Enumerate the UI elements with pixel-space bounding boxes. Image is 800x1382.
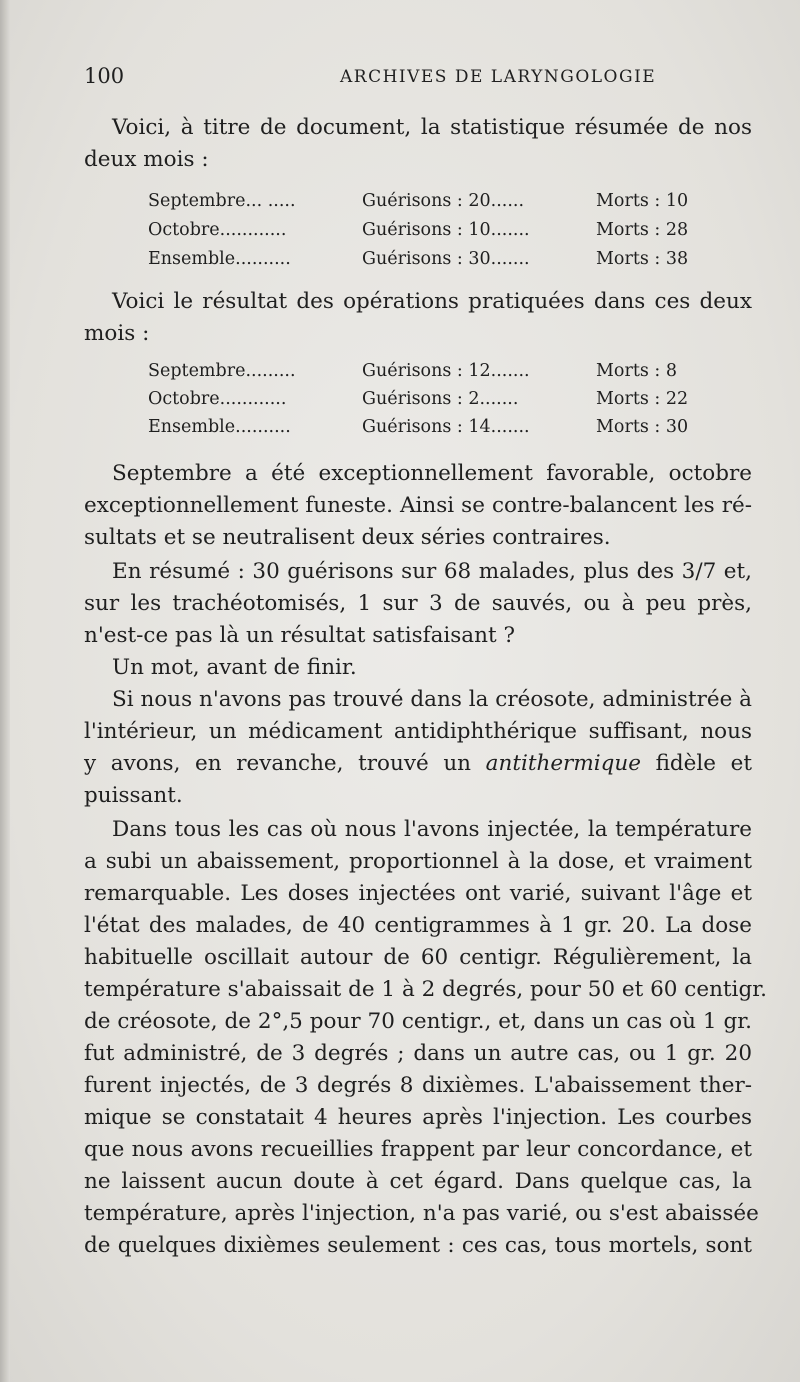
paragraph-line: Un mot, avant de finir. bbox=[112, 655, 357, 680]
paragraph-line: de créosote, de 2°,5 pour 70 centigr., et, dans un cas où 1 gr. bbox=[84, 1009, 752, 1034]
paragraph-line: Dans tous les cas où nous l'avons injectée, la température bbox=[112, 817, 752, 842]
deaths-cell: Morts : 22 bbox=[596, 389, 689, 409]
paragraph-line: remarquable. Les doses injectées ont varié, suivant l'âge et bbox=[84, 881, 752, 906]
paragraph-line: habituelle oscillait autour de 60 centigr. Régulièrement, la bbox=[84, 945, 752, 970]
deaths-cell: Morts : 28 bbox=[596, 220, 689, 240]
page-header bbox=[84, 64, 754, 100]
table-row bbox=[148, 244, 708, 274]
cures-cell: Guérisons : 2....... bbox=[362, 389, 519, 409]
paragraph-line: l'intérieur, un médicament antidiphthérique suffisant, nous bbox=[84, 719, 752, 744]
cures-cell: Guérisons : 12....... bbox=[362, 361, 530, 381]
paragraph-line: puissant. bbox=[84, 783, 183, 808]
cures-cell: Guérisons : 20...... bbox=[362, 191, 525, 211]
page-number: 100 bbox=[84, 64, 125, 88]
text-span: fidèle et bbox=[640, 751, 752, 776]
table-row bbox=[148, 215, 708, 245]
paragraph-line: Voici le résultat des opérations pratiquées dans ces deux bbox=[112, 289, 752, 314]
italic-term: antithermique bbox=[485, 751, 641, 776]
paragraph-line: fut administré, de 3 degrés ; dans un autre cas, ou 1 gr. 20 bbox=[84, 1041, 752, 1066]
month-cell: Octobre............ bbox=[148, 389, 287, 409]
month-cell: Ensemble.......... bbox=[148, 249, 291, 269]
paragraph-line: mique se constatait 4 heures après l'injection. Les courbes bbox=[84, 1105, 752, 1130]
paragraph-line: mois : bbox=[84, 321, 150, 346]
cures-cell: Guérisons : 10....... bbox=[362, 220, 530, 240]
cures-cell: Guérisons : 14....... bbox=[362, 417, 530, 437]
paragraph-line: sur les trachéotomisés, 1 sur 3 de sauvés, ou à peu près, bbox=[84, 591, 752, 616]
table-row bbox=[148, 186, 708, 216]
paragraph-line bbox=[84, 748, 752, 780]
cures-cell: Guérisons : 30....... bbox=[362, 249, 530, 269]
paragraph-line: En résumé : 30 guérisons sur 68 malades, plus des 3/7 et, bbox=[112, 559, 752, 584]
paragraph-line: sultats et se neutralisent deux séries contraires. bbox=[84, 525, 611, 550]
paragraph-line: l'état des malades, de 40 centigrammes à 1 gr. 20. La dose bbox=[84, 913, 752, 938]
paragraph-line: deux mois : bbox=[84, 147, 209, 172]
paragraph-line: ne laissent aucun doute à cet égard. Dans quelque cas, la bbox=[84, 1169, 752, 1194]
deaths-cell: Morts : 8 bbox=[596, 361, 677, 381]
month-cell: Octobre............ bbox=[148, 220, 287, 240]
paragraph-line: de quelques dixièmes seulement : ces cas, tous mortels, sont bbox=[84, 1233, 752, 1258]
deaths-cell: Morts : 10 bbox=[596, 191, 689, 211]
deaths-cell: Morts : 30 bbox=[596, 417, 689, 437]
page-edge-shadow bbox=[0, 0, 10, 1382]
deaths-cell: Morts : 38 bbox=[596, 249, 689, 269]
paragraph-line: exceptionnellement funeste. Ainsi se contre-balancent les ré- bbox=[84, 493, 752, 518]
paragraph-line: que nous avons recueillies frappent par leur concordance, et bbox=[84, 1137, 752, 1162]
table-row bbox=[148, 412, 708, 442]
paragraph-line: Si nous n'avons pas trouvé dans la créosote, administrée à bbox=[112, 687, 752, 712]
month-cell: Septembre......... bbox=[148, 361, 296, 381]
paragraph-line: Voici, à titre de document, la statistique résumée de nos bbox=[112, 115, 752, 140]
paragraph-line: furent injectés, de 3 degrés 8 dixièmes. L'abaissement ther- bbox=[84, 1073, 752, 1098]
paragraph-line: température, après l'injection, n'a pas varié, ou s'est abaissée bbox=[84, 1201, 759, 1226]
month-cell: Septembre... ..... bbox=[148, 191, 296, 211]
text-span: y avons, en revanche, trouvé un bbox=[84, 751, 486, 776]
table-row bbox=[148, 384, 708, 414]
paragraph-line: température s'abaissait de 1 à 2 degrés, pour 50 et 60 centigr. bbox=[84, 977, 767, 1002]
paragraph-line: n'est-ce pas là un résultat satisfaisant ? bbox=[84, 623, 515, 648]
month-cell: Ensemble.......... bbox=[148, 417, 291, 437]
table-row bbox=[148, 356, 708, 386]
running-title: ARCHIVES DE LARYNGOLOGIE bbox=[340, 67, 657, 87]
paragraph-line: a subi un abaissement, proportionnel à la dose, et vraiment bbox=[84, 849, 752, 874]
paragraph-line: Septembre a été exceptionnellement favorable, octobre bbox=[112, 461, 752, 486]
